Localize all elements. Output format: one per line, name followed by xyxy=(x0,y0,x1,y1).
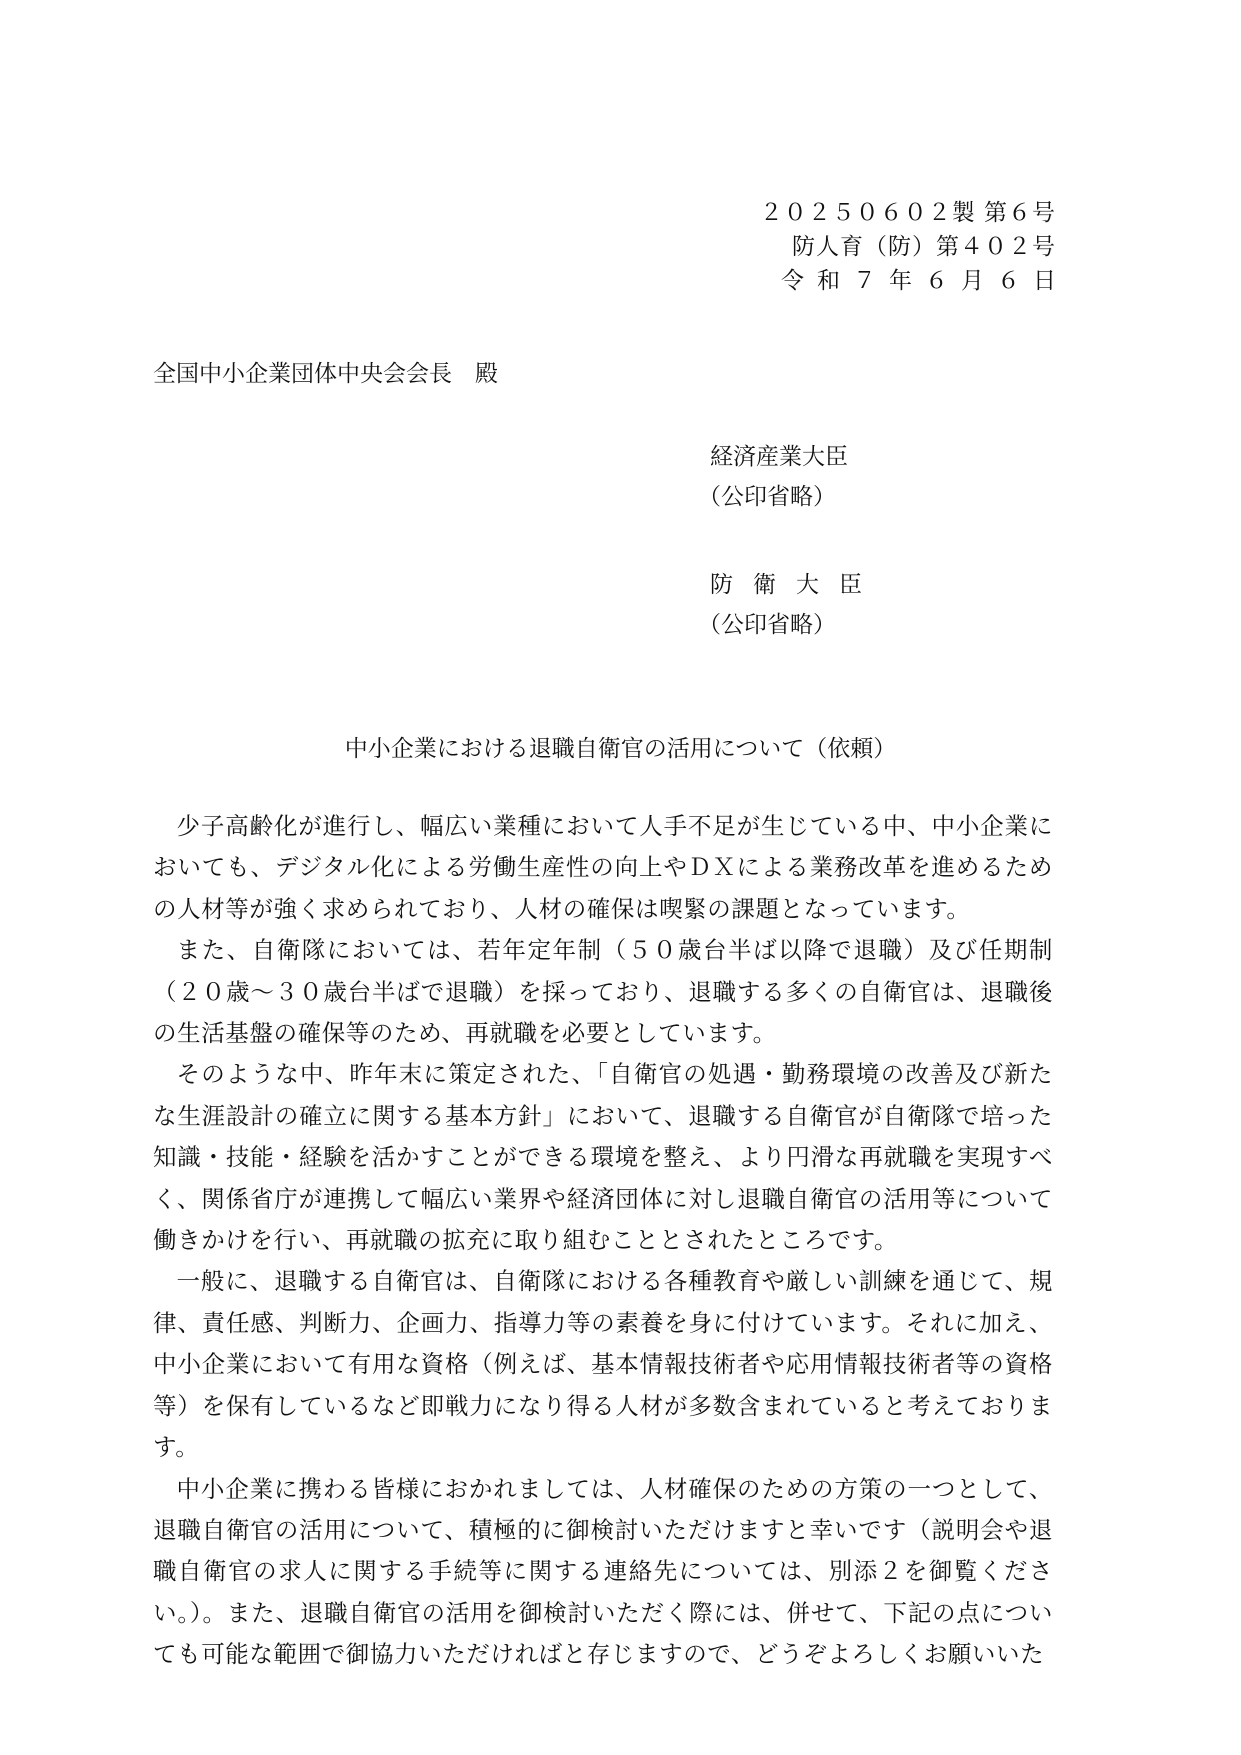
body-paragraph-4: 一般に、退職する自衛官は、自衛隊における各種教育や厳しい訓練を通じて、規律、責任感、判断力、企画力、指導力等の素養を身に付けています。それに加え、中小企業において有用な資格（例えば、基本情報技術者や応用情報技術者等の資格等）を保有しているなど即戦力になり得る人材が多数含まれていると考えております。 xyxy=(153,1267,1053,1462)
reference-block xyxy=(759,196,1069,298)
document-title: 中小企業における退職自衛官の活用について（依頼） xyxy=(344,736,897,762)
seal-omitted-note: （公印省略） xyxy=(698,612,836,638)
body-paragraph-2: また、自衛隊においては、若年定年制（５０歳台半ば以降で退職）及び任期制（２０歳～３０歳台半ばで退職）を採っており、退職する多くの自衛官は、退職後の生活基盤の確保等のため、再就職を必要としています。 xyxy=(153,936,1053,1048)
sender-name: 防衛大臣 xyxy=(710,572,882,598)
sender-defense-minister xyxy=(698,565,882,645)
sender-name: 経済産業大臣 xyxy=(710,444,848,470)
issue-date: 令和７年６月６日 xyxy=(781,268,1069,294)
sender-meti-minister xyxy=(698,437,848,517)
addressee: 全国中小企業団体中央会会長 殿 xyxy=(153,361,498,387)
body-paragraph-5: 中小企業に携わる皆様におかれましては、人材確保のための方策の一つとして、退職自衛官の活用について、積極的に御検討いただけますと幸いです（説明会や退職自衛官の求人に関する手続等に関する連絡先については、別添２を御覧ください。）。また、退職自衛官の活用を御検討いただく際には、併せて、下記の点についても可能な範囲で御協力いただければと存じますので、どうぞよろしくお願いいた xyxy=(153,1474,1053,1669)
body-paragraph-3: そのような中、昨年末に策定された、「自衛官の処遇・勤務環境の改善及び新たな生涯設計の確立に関する基本方針」において、退職する自衛官が自衛隊で培った知識・技能・経験を活かすことができる環境を整え、より円滑な再就職を実現すべく、関係省庁が連携して幅広い業界や経済団体に対し退職自衛官の活用等について働きかけを行い、再就職の拡充に取り組むこととされたところです。 xyxy=(153,1060,1053,1255)
body-paragraph-1: 少子高齢化が進行し、幅広い業種において人手不足が生じている中、中小企業においても、デジタル化による労働生産性の向上やＤＸによる業務改革を進めるための人材等が強く求められており、人材の確保は喫緊の課題となっています。 xyxy=(153,812,1053,923)
body-text xyxy=(153,806,1053,1676)
reference-number-1: ２０２５０６０２製 第６号 xyxy=(759,200,1056,226)
seal-omitted-note: （公印省略） xyxy=(698,484,836,510)
reference-number-2: 防人育（防）第４０２号 xyxy=(792,234,1056,260)
